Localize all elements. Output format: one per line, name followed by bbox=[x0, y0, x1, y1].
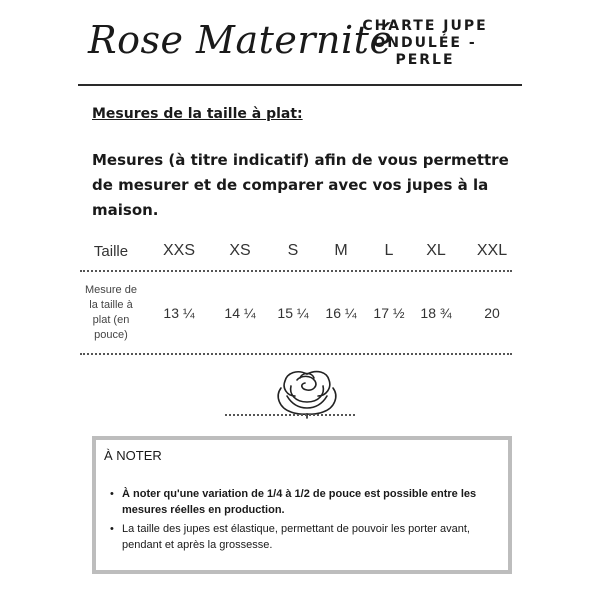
size-header-cell: XXL bbox=[476, 242, 508, 259]
table-dotted-divider bbox=[80, 270, 512, 272]
size-header-cell: M bbox=[334, 242, 348, 259]
size-header-cell: S bbox=[287, 242, 299, 259]
measure-value-cell: 20 bbox=[484, 305, 500, 321]
measure-value-cell: 13 ¼ bbox=[163, 305, 195, 321]
table-dotted-divider-bottom bbox=[80, 353, 512, 355]
measure-value-cell: 17 ½ bbox=[373, 305, 405, 321]
ornament-dotted-line bbox=[225, 414, 355, 416]
note-text: La taille des jupes est élastique, permettant de pouvoir les porter avant, pendant et après la grossesse. bbox=[122, 523, 470, 551]
measure-value-cell: 18 ¾ bbox=[420, 305, 452, 321]
note-box bbox=[92, 436, 512, 574]
chart-title: CHARTE JUPE ONDULÉE - PERLE bbox=[362, 18, 488, 68]
size-table-header-row bbox=[80, 232, 512, 270]
note-item bbox=[110, 521, 492, 553]
size-table-body-row bbox=[80, 274, 512, 352]
rose-ornament bbox=[225, 366, 355, 426]
note-title: À NOTER bbox=[104, 448, 162, 463]
size-header-cell: XL bbox=[426, 242, 446, 259]
bullet-icon: • bbox=[110, 488, 114, 500]
size-header-cell: XS bbox=[229, 242, 251, 259]
note-text: À noter qu'une variation de 1/4 à 1/2 de pouce est possible entre les mesures réelles en production. bbox=[122, 488, 477, 516]
size-header-label: Taille bbox=[93, 242, 129, 260]
intro-paragraph: Mesures (à titre indicatif) afin de vous permettre de mesurer et de comparer avec vos jupes à la maison. bbox=[92, 151, 509, 219]
bullet-icon: • bbox=[110, 523, 114, 535]
brand-logo-text: Rose Maternité bbox=[88, 18, 393, 62]
measure-row-label: Mesure de la taille à plat (en pouce) bbox=[85, 284, 137, 341]
note-item bbox=[110, 486, 492, 518]
note-list bbox=[110, 486, 492, 556]
header-divider bbox=[78, 84, 522, 86]
measure-value-cell: 14 ¼ bbox=[224, 305, 256, 321]
section-subtitle: Mesures de la taille à plat: bbox=[92, 106, 303, 122]
page-header bbox=[0, 0, 600, 86]
size-header-cell: L bbox=[384, 242, 394, 259]
measure-value-cell: 16 ¼ bbox=[325, 305, 357, 321]
size-header-cell: XXS bbox=[162, 242, 195, 259]
measure-value-cell: 15 ¼ bbox=[277, 305, 309, 321]
